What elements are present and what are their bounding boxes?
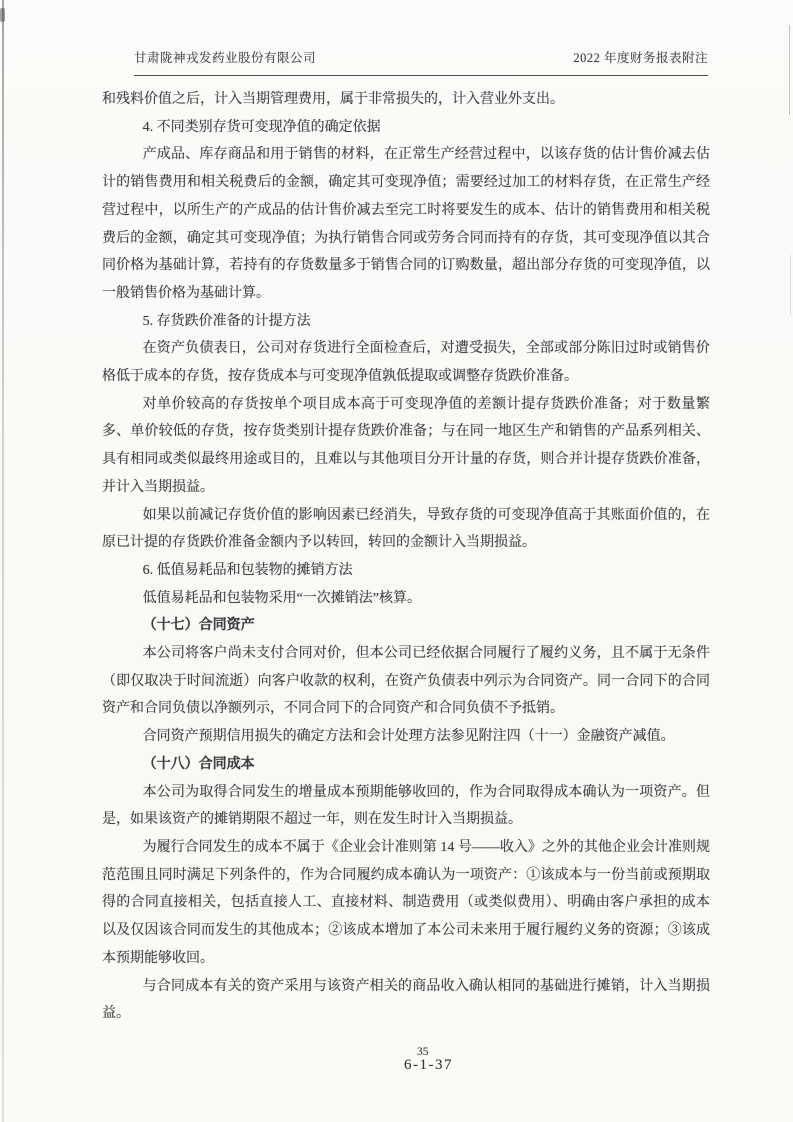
section-heading-4: 4. 不同类别存货可变现净值的确定依据: [142, 119, 381, 135]
page-footer: [0, 1046, 793, 1074]
header-report-title: 2022 年度财务报表附注: [573, 51, 708, 65]
scan-edge-artifact-left: [2, 0, 4, 1122]
page-number-text: 6-1-37: [404, 1057, 453, 1073]
document-body: [102, 86, 710, 1028]
section-heading-5: 5. 存货跌价准备的计提方法: [142, 313, 311, 329]
section-heading-18: （十八）合同成本: [142, 756, 255, 772]
paragraph-writedown-method: 对单价较高的存货按单个项目成本高于可变现净值的差额计提存货跌价准备；对于数量繁多、单价较低的存货，按存货类别计提存货跌价准备；与在同一地区生产和销售的产品系列相关、具有相同或类似最终用途或目的，且难以与其他项目分开计量的存货，则合并计提存货跌价准备，并计入当期损益。: [102, 396, 710, 495]
paragraph-contract-asset-def: 本公司将客户尚未支付合同对价，但本公司已经依据合同履行了履约义务，且不属于无条件（即仅取决于时间流逝）向客户收款的权利，在资产负债表中列示为合同资产。同一合同下的合同资产和合同负债以净额列示，不同合同下的合同资产和合同负债不予抵销。: [102, 646, 710, 717]
paragraph-contract-cost-amort: 与合同成本有关的资产采用与该资产相关的商品收入确认相同的基础进行摊销，计入当期损益。: [102, 978, 710, 1022]
paragraph-amortization-method: 低值易耗品和包装物采用“一次摊销法”核算。: [142, 590, 422, 606]
paragraph-contract-cost-gain: 本公司为取得合同发生的增量成本预期能够收回的，作为合同取得成本确认为一项资产。但是，如果该资产的摊销期限不超过一年，则在发生时计入当期损益。: [102, 784, 710, 828]
scan-edge-artifact-right: [789, 25, 791, 115]
section-heading-17: （十七）合同资产: [142, 618, 255, 634]
scan-speck-artifact: [0, 8, 5, 22]
section-heading-6: 6. 低值易耗品和包装物的摊销方法: [142, 562, 353, 578]
scan-edge-artifact-right-lower: [790, 255, 792, 315]
header-company-name: 甘肃陇神戎发药业股份有限公司: [134, 51, 317, 65]
page-number-annotation: 35: [417, 1046, 429, 1058]
paragraph-nrv-basis: 产成品、库存商品和用于销售的材料，在正常生产经营过程中，以该存货的估计售价减去估计的销售费用和相关税费后的金额，确定其可变现净值；需要经过加工的材料存货，在正常生产经营过程中，以所生产的产成品的估计售价减去至完工时将要发生的成本、估计的销售费用和相关税费后的金额，确定其可变现净值；为执行销售合同或劳务合同而持有的存货，其可变现净值以其合同价格为基础计算，若持有的存货数量多于销售合同的订购数量，超出部分存货的可变现净值，以一般销售价格为基础计算。: [102, 147, 710, 301]
paragraph-contract-cost-cond: 为履行合同发生的成本不属于《企业会计准则第 14 号——收入》之外的其他企业会计准则规范范围且同时满足下列条件的，作为合同履约成本确认为一项资产：①该成本与一份当前或预期取得的合同直接相关，包括直接人工、直接材料、制造费用（或类似费用）、明确由客户承担的成本以及仅因该合同而发生的其他成本；②该成本增加了本公司未来用于履行履约义务的资源；③该成本预期能够收回。: [102, 839, 710, 966]
paragraph-contract-asset-ecl: 合同资产预期信用损失的确定方法和会计处理方法参见附注四（十一）金融资产减值。: [142, 729, 675, 745]
page-header: [134, 48, 708, 76]
page-number: [404, 1046, 453, 1074]
paragraph-continuation: 和残料价值之后，计入当期管理费用，属于非常损失的，计入营业外支出。: [102, 92, 564, 107]
paragraph-writedown-check: 在资产负债表日，公司对存货进行全面检查后，对遭受损失，全部或部分陈旧过时或销售价格低于成本的存货，按存货成本与可变现净值孰低提取或调整存货跌价准备。: [102, 341, 710, 385]
paragraph-writedown-reversal: 如果以前减记存货价值的影响因素已经消失，导致存货的可变现净值高于其账面价值的，在原已计提的存货跌价准备金额内予以转回，转回的金额计入当期损益。: [102, 507, 710, 551]
